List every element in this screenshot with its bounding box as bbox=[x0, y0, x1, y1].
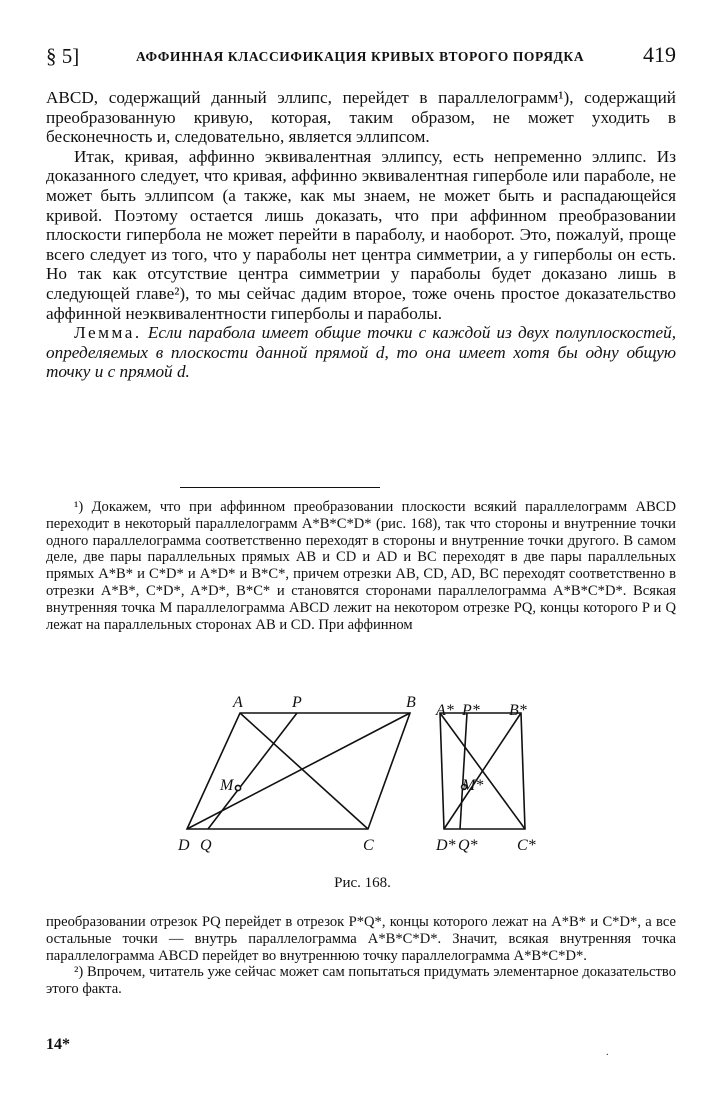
footnote-1 bbox=[46, 499, 676, 633]
label-d-star: D* bbox=[436, 837, 456, 854]
lemma-statement: Если парабола имеет общие точки с каждой из двух полуплоскостей, определяемых в плоскости данной прямой d, то она имеет хотя бы одну общую точку и с прямой d. bbox=[46, 323, 677, 382]
label-p: P bbox=[292, 694, 302, 711]
diagonal-ac bbox=[240, 713, 368, 829]
label-c-star: C* bbox=[517, 837, 536, 854]
footnote-1-text: ¹) Докажем, что при аффинном преобразовании плоскости всякий параллелограмм ABCD переходит в некоторый параллелограмм A*B*C*D* (рис. 168), так что стороны и внутренние точки одного параллелограмма соответственно переходят в стороны и внутренние точки другого. В самом деле, две пары параллельных прямых AB и CD и AD и BC переходят в две пары параллельных прямых A*B* и C*D* и A*D* и B*C*, причем отрезки AB, CD, AD, BC переходят соответственно в отрезки A*B*, C*D*, A*D*, B*C* и становятся сторонами параллелограмма A*B*C*D*. Всякая внутренняя точка M параллелограмма ABCD лежит на некотором отрезке PQ, концы которого P и Q лежат на параллельных сторонах AB и CD. При аффинном bbox=[46, 499, 676, 633]
label-a: A bbox=[233, 694, 243, 711]
footnote-1-continuation: преобразовании отрезок PQ перейдет в отрезок P*Q*, концы которого лежат на A*B* и C*D*, а все остальные точки — внутрь параллелограмма A*B*C*D*. Значит, всякая внутренняя точка параллелограмма ABCD перейдет во внутреннюю точку параллелограмма A*B*C*D*. bbox=[46, 914, 676, 964]
segment-pq bbox=[208, 713, 297, 829]
chapter-title: АФФИННАЯ КЛАССИФИКАЦИЯ КРИВЫХ ВТОРОГО ПОРЯДКА bbox=[136, 49, 585, 64]
label-q: Q bbox=[200, 837, 212, 854]
point-m bbox=[235, 785, 240, 790]
lemma bbox=[46, 323, 676, 382]
lemma-heading: Лемма. bbox=[74, 323, 142, 343]
label-m-star: M* bbox=[462, 777, 484, 794]
footnote-2: ²) Впрочем, читатель уже сейчас может сам попытаться придумать элементарное доказательство этого факта. bbox=[46, 964, 676, 998]
paragraph-continuation: ABCD, содержащий данный эллипс, перейдет в параллелограмм¹), содержащий преобразованную кривую, которая, таким образом, не может уходить в бесконечность и, следовательно, является эллипсом. bbox=[46, 88, 676, 147]
segment-p-star-q-star bbox=[460, 713, 467, 829]
running-header bbox=[46, 40, 676, 70]
page-number: 419 bbox=[643, 42, 676, 67]
label-d: D bbox=[178, 837, 190, 854]
stray-mark: . bbox=[606, 1047, 609, 1058]
main-text bbox=[46, 88, 676, 382]
label-m: M bbox=[220, 777, 234, 794]
label-b-star: B* bbox=[509, 702, 527, 719]
figure-caption: Рис. 168. bbox=[334, 875, 391, 891]
label-c: C bbox=[363, 837, 374, 854]
section-number: § 5] bbox=[46, 44, 80, 68]
parallelogram-diagram bbox=[170, 690, 550, 865]
diagonal-b-star-d-star bbox=[444, 713, 521, 829]
footnote-separator bbox=[180, 487, 380, 488]
figure-168 bbox=[170, 690, 550, 865]
paragraph-conclusion: Итак, кривая, аффинно эквивалентная эллипсу, есть непременно эллипс. Из доказанного следует, что кривая, аффинно эквивалентная гиперболе или параболе, не может быть эллипсом (а также, как мы знаем, не может быть и распадающейся кривой. Поэтому остается лишь доказать, что при аффинном преобразовании плоскости гипербола не может перейти в параболу, и наоборот. Это, пожалуй, проще всего следует из того, что у параболы нет центра симметрии, а у гиперболы он есть. Но так как отсутствие центра симметрии у параболы будет доказано лишь в следующей главе²), то мы сейчас дадим второе, тоже очень простое доказательство аффинной неэквивалентности гиперболы и параболы. bbox=[46, 146, 676, 323]
label-q-star: Q* bbox=[458, 837, 478, 854]
label-a-star: A* bbox=[436, 702, 454, 719]
label-b: B bbox=[406, 694, 416, 711]
label-p-star: P* bbox=[462, 702, 480, 719]
signature-mark: 14* bbox=[46, 1036, 70, 1053]
footnote-continuation bbox=[46, 914, 676, 998]
